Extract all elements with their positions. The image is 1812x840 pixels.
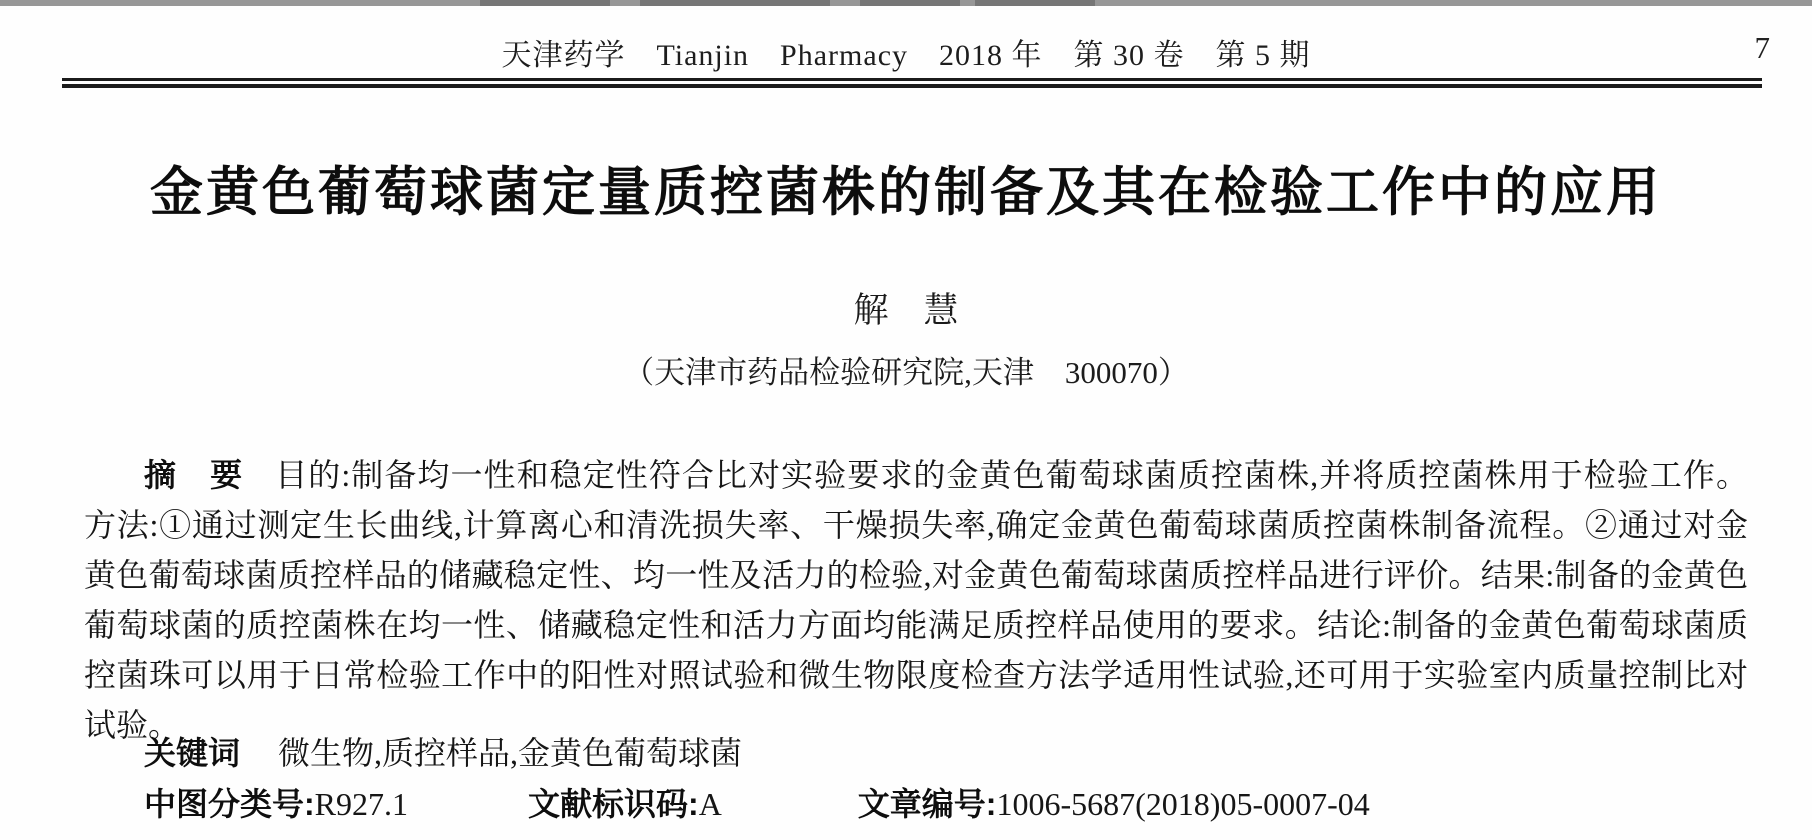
abstract-text: 目的:制备均一性和稳定性符合比对实验要求的金黄色葡萄球菌质控菌株,并将质控菌株用于检验工作。 [275, 457, 1748, 493]
document-code [528, 783, 722, 825]
abstract-line: 葡萄球菌的质控菌株在均一性、储藏稳定性和活力方面均能满足质控样品使用的要求。结论:制备的金黄色葡萄球菌质 [84, 607, 1748, 643]
document-code-value: A [698, 786, 722, 822]
abstract-section [84, 450, 1748, 750]
article-id [858, 783, 1370, 825]
classification-row [144, 783, 1370, 825]
abstract-line: 控菌珠可以用于日常检验工作中的阳性对照试验和微生物限度检查方法学适用性试验,还可用于实验室内质量控制比对 [84, 657, 1748, 693]
author-name: 解 慧 [853, 291, 959, 330]
journal-header: 天津药学 Tianjin Pharmacy 2018 年 第 30 卷 第 5 期 [501, 39, 1311, 72]
article-id-label: 文章编号: [857, 786, 997, 822]
keywords-text: 微生物,质控样品,金黄色葡萄球菌 [278, 735, 743, 771]
scan-smudge [640, 0, 830, 6]
keywords-label: 关键词 [144, 735, 241, 771]
article-title: 金黄色葡萄球菌定量质控菌株的制备及其在检验工作中的应用 [150, 163, 1662, 222]
page-number: 7 [1754, 30, 1770, 65]
abstract-line: 方法:①通过测定生长曲线,计算离心和清洗损失率、干燥损失率,确定金黄色葡萄球菌质控菌株制备流程。②通过对金 [84, 507, 1748, 543]
article-id-value: 1006-5687(2018)05-0007-04 [996, 786, 1370, 822]
clc-label: 中图分类号: [144, 786, 315, 822]
header-divider [62, 78, 1762, 88]
keywords-row [144, 733, 742, 773]
author-affiliation: （天津市药品检验研究院,天津 300070） [623, 355, 1189, 390]
scan-smudge [975, 0, 1095, 6]
clc-number [144, 783, 408, 825]
scan-artifact-bar [0, 0, 1812, 6]
document-code-label: 文献标识码: [528, 786, 699, 822]
scan-smudge [480, 0, 610, 6]
abstract-line: 黄色葡萄球菌质控样品的储藏稳定性、均一性及活力的检验,对金黄色葡萄球菌质控样品进行评价。结果:制备的金黄色 [84, 557, 1748, 593]
abstract-label: 摘 要 [144, 457, 244, 493]
abstract-line [84, 450, 1748, 500]
scan-smudge [860, 0, 960, 6]
clc-value: R927.1 [314, 786, 409, 822]
abstract-line: 试验。 [84, 707, 181, 743]
